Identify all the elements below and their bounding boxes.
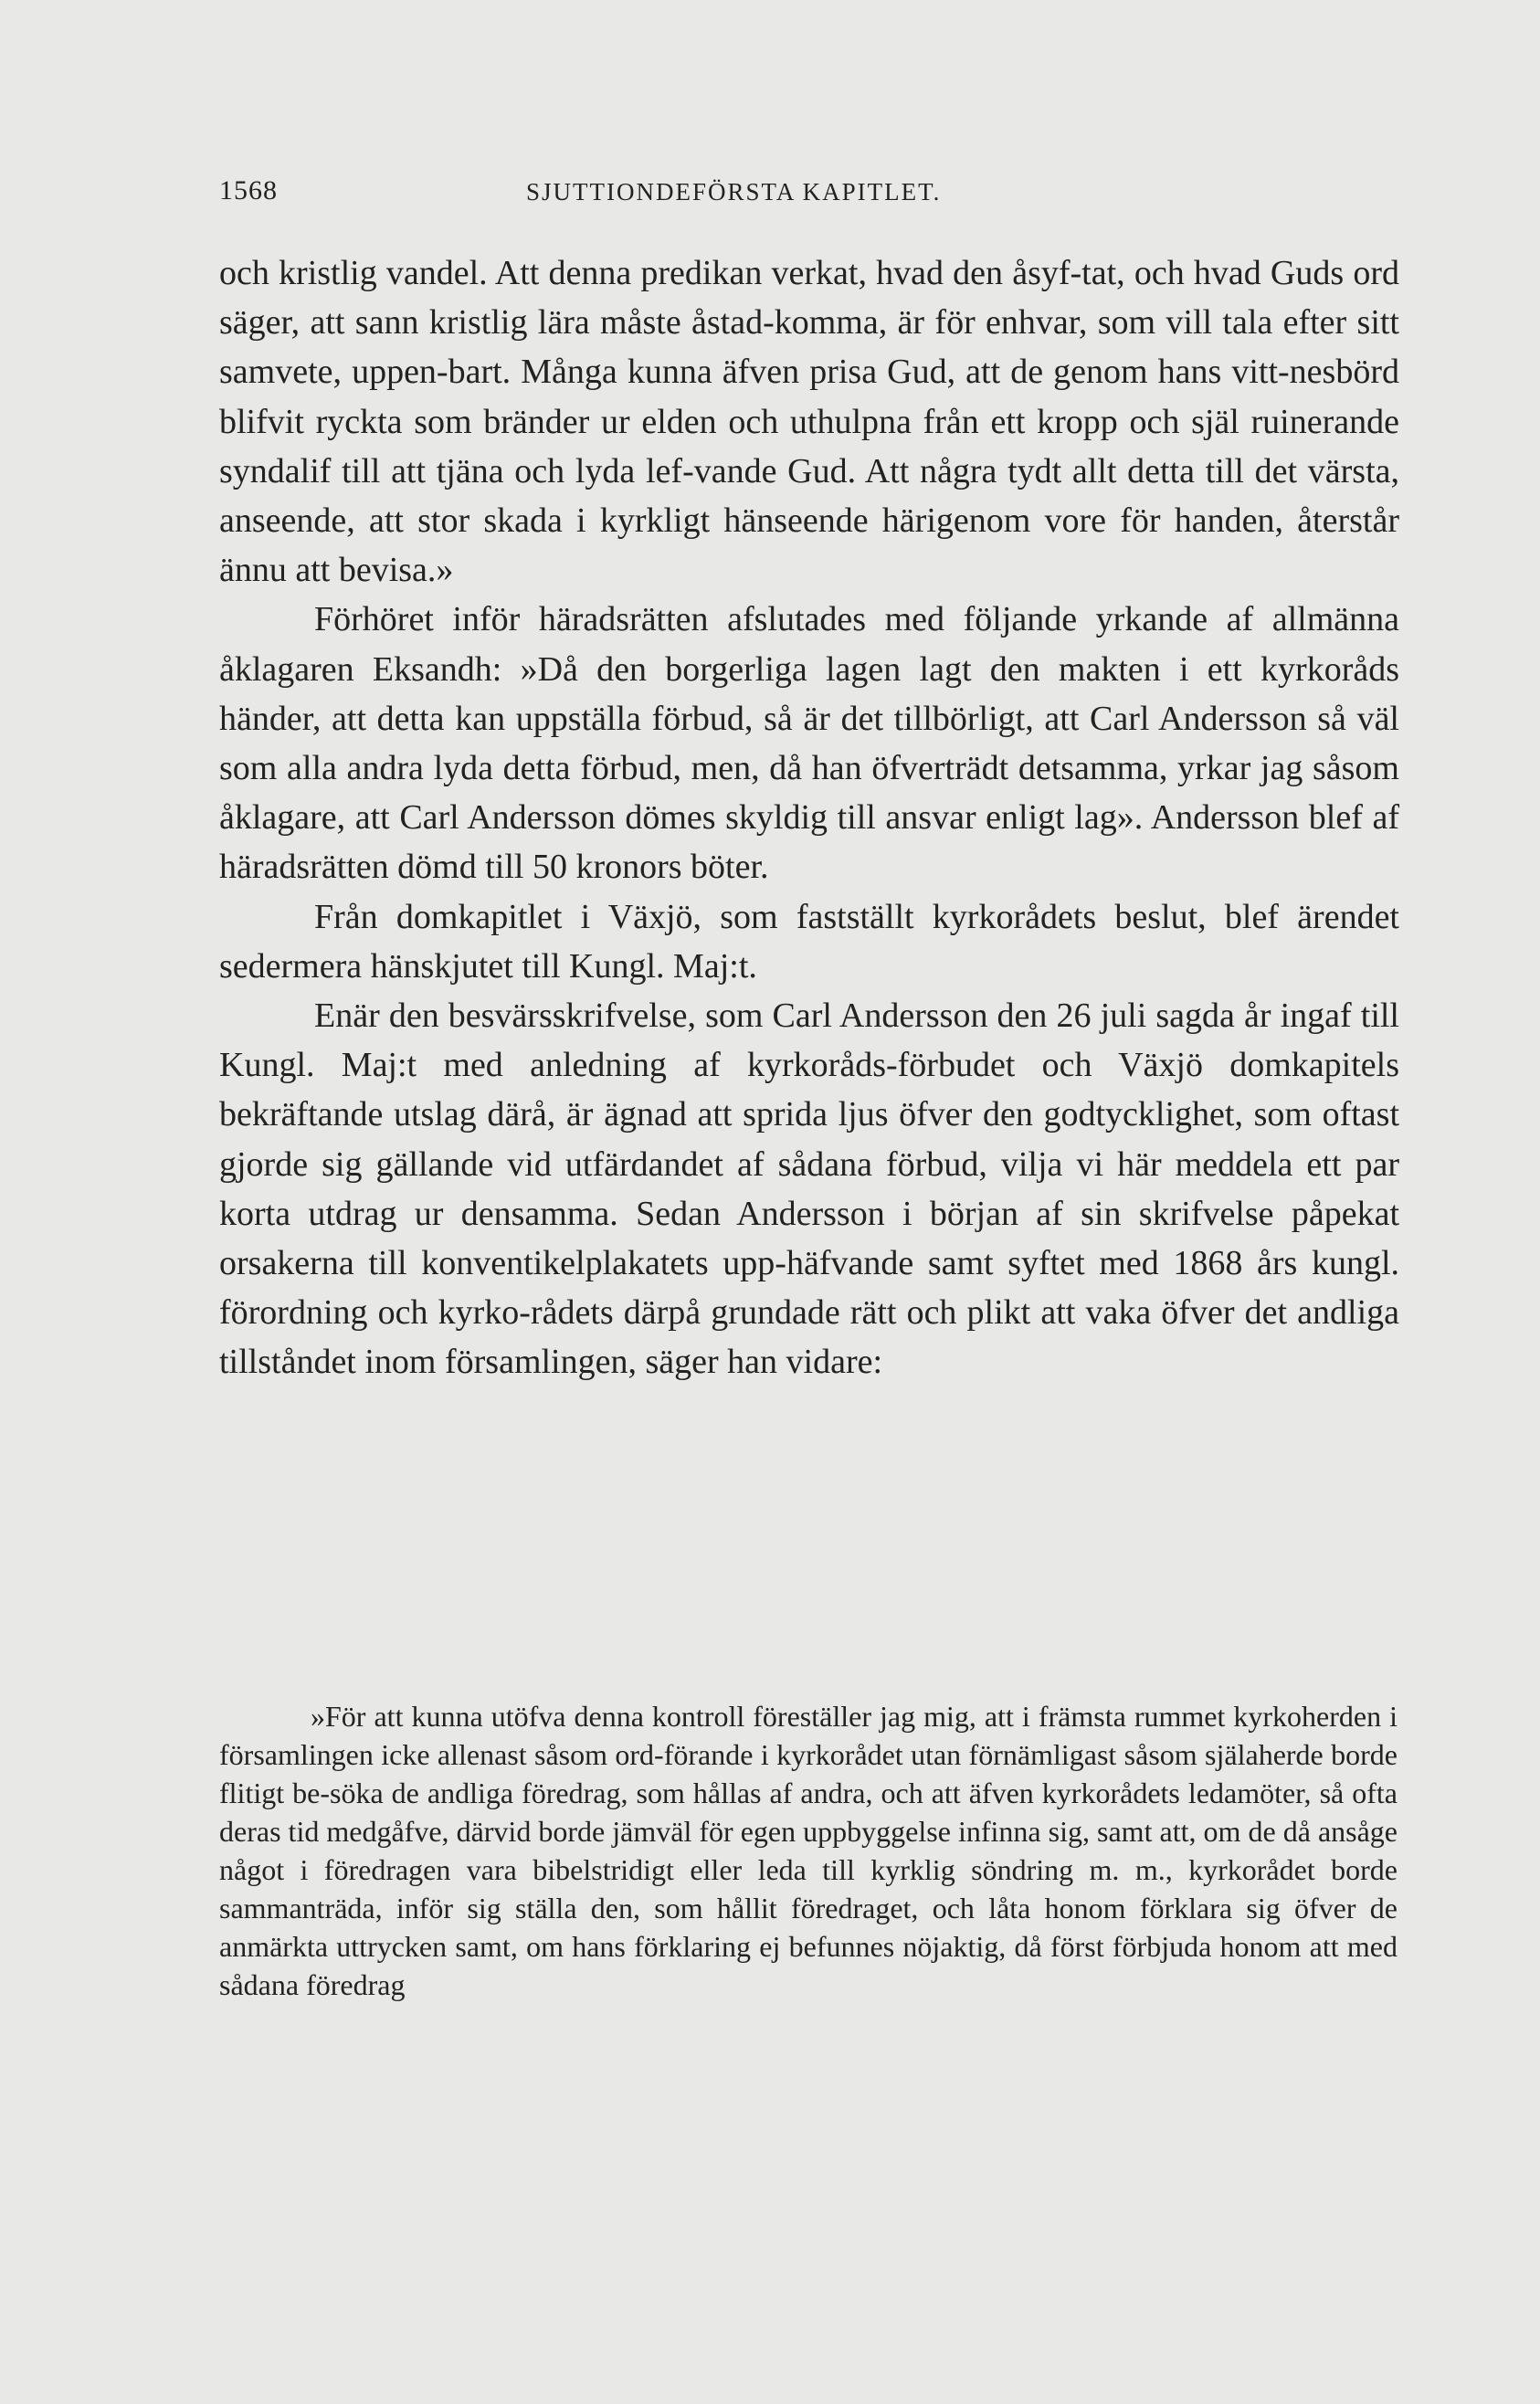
running-head: SJUTTIONDEFÖRSTA KAPITLET. — [526, 178, 942, 206]
block-quote — [219, 1697, 1398, 2004]
quote-paragraph: »För att kunna utöfva denna kontroll föreställer jag mig, att i främsta rummet kyrkoherden i församlingen icke allenast såsom ord-förande i kyrkorådet utan förnämligast såsom själaherde borde flitigt be-söka de andliga föredrag, som hållas af andra, och att äfven kyrkorådets ledamöter, så ofta deras tid medgåfve, därvid borde jämväl för egen uppbyggelse infinna sig, samt att, om de då ansåge något i föredragen vara bibelstridigt eller leda till kyrklig söndring m. m., kyrkorådet borde sammanträda, inför sig ställa den, som hållit föredraget, och låta honom förklara sig öfver de anmärkta uttrycken samt, om hans förklaring ej befunnes nöjaktig, då först förbjuda honom att med sådana föredrag — [219, 1700, 1398, 2001]
paragraph-continuation: och kristlig vandel. Att denna predikan verkat, hvad den åsyf-tat, och hvad Guds ord säger, att sann kristlig lära måste åstad-komma, är för enhvar, som vill tala efter sitt samvete, uppen-bart. Många kunna äfven prisa Gud, att de genom hans vitt-nesbörd blifvit ryckta som bränder ur elden och uthulpna från ett kropp och själ ruinerande syndalif till att tjäna och lyda lef-vande Gud. Att några tydt allt detta till det värsta, anseende, att stor skada i kyrkligt hänseende härigenom vore för handen, återstår ännu att bevisa.» — [219, 254, 1399, 590]
paragraph-court-hearing: Förhöret inför häradsrätten afslutades med följande yrkande af allmänna åklagaren Eksandh: »Då den borgerliga lagen lagt den makten i ett kyrkoråds händer, att detta kan uppställa förbud, så är det tillbörligt, att Carl Andersson så väl som alla andra lyda detta förbud, men, då han öfverträdt detsamma, yrkar jag såsom åklagare, att Carl Andersson dömes skyldig till ansvar enligt lag». Andersson blef af häradsrätten dömd till 50 kronors böter. — [219, 600, 1399, 887]
main-text — [219, 248, 1399, 1387]
paragraph-domkapitel: Från domkapitlet i Växjö, som fastställt kyrkorådets beslut, blef ärendet sedermera hänskjutet till Kungl. Maj:t. — [219, 897, 1399, 986]
page-number: 1568 — [219, 175, 278, 206]
page-header — [219, 175, 1425, 212]
paragraph-appeal: Enär den besvärsskrifvelse, som Carl Andersson den 26 juli sagda år ingaf till Kungl. Maj:t med anledning af kyrkoråds-förbudet och Växjö domkapitels bekräftande utslag därå, är ägnad att sprida ljus öfver den godtycklighet, som oftast gjorde sig gällande vid utfärdandet af sådana förbud, vilja vi här meddela ett par korta utdrag ur densamma. Sedan Andersson i början af sin skrifvelse påpekat orsakerna till konventikelplakatets upp-häfvande samt syftet med 1868 års kungl. förordning och kyrko-rådets därpå grundade rätt och plikt att vaka öfver det andliga tillståndet inom församlingen, säger han vidare: — [219, 996, 1399, 1382]
